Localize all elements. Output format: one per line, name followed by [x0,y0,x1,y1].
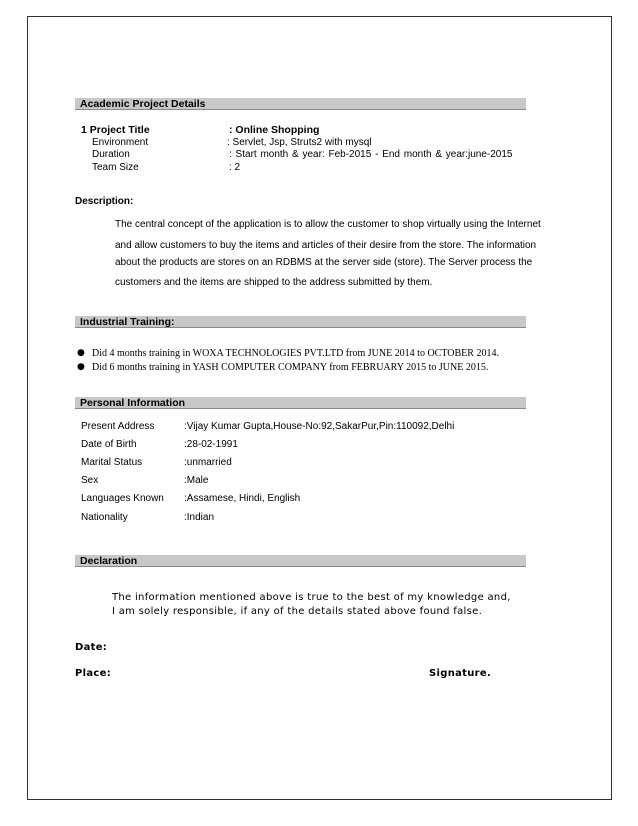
description-line: customers and the items are shipped to the address submitted by them. [115,277,433,288]
declaration-line: The information mentioned above is true to the best of my knowledge and, [112,592,511,603]
training-item: Did 6 months training in YASH COMPUTER COMPANY from FEBRUARY 2015 to JUNE 2015. [92,362,489,373]
signature-label: Signature. [429,668,492,679]
declaration-heading: Declaration [75,555,526,567]
sex-value: :Male [184,475,209,486]
date-of-birth-label: Date of Birth [81,439,137,450]
description-line: and allow customers to buy the items and articles of their desire from the store. The information [115,240,537,251]
date-of-birth-value: :28-02-1991 [184,439,238,450]
description-label: Description: [75,196,134,207]
environment-label: Environment [92,137,149,148]
sex-label: Sex [81,475,99,486]
nationality-label: Nationality [81,512,128,523]
present-address-label: Present Address [81,421,155,432]
present-address-value: :Vijay Kumar Gupta,House-No:92,SakarPur,Pin:110092,Delhi [184,421,455,432]
project-title-value: : Online Shopping [229,124,320,136]
date-label: Date: [75,642,108,653]
marital-status-value: :unmarried [184,457,232,468]
personal-information-heading: Personal Information [75,397,526,409]
marital-status-label: Marital Status [81,457,143,468]
languages-known-label: Languages Known [81,493,164,504]
declaration-line: I am solely responsible, if any of the details stated above found false. [112,606,483,617]
bullet-icon: ● [77,362,85,372]
nationality-value: :Indian [184,512,215,523]
place-label: Place: [75,668,112,679]
bullet-icon: ● [77,348,85,358]
description-line: The central concept of the application is to allow the customer to shop virtually using the Internet [115,219,541,230]
training-item: Did 4 months training in WOXA TECHNOLOGIES PVT.LTD from JUNE 2014 to OCTOBER 2014. [92,348,499,359]
duration-label: Duration [92,149,130,160]
industrial-training-heading: Industrial Training: [75,316,526,328]
environment-value: : Servlet, Jsp, Struts2 with mysql [227,137,372,148]
description-line: about the products are stores on an RDBMS at the server side (store). The Server process the [115,257,533,268]
project-title-label: 1 Project Title [81,124,150,136]
team-size-label: Team Size [92,162,139,173]
team-size-value: : 2 [229,162,241,173]
academic-project-heading: Academic Project Details [75,98,526,110]
duration-value: : Start month & year: Feb-2015 - End month & year:june-2015 [229,149,513,160]
languages-known-value: :Assamese, Hindi, English [184,493,301,504]
